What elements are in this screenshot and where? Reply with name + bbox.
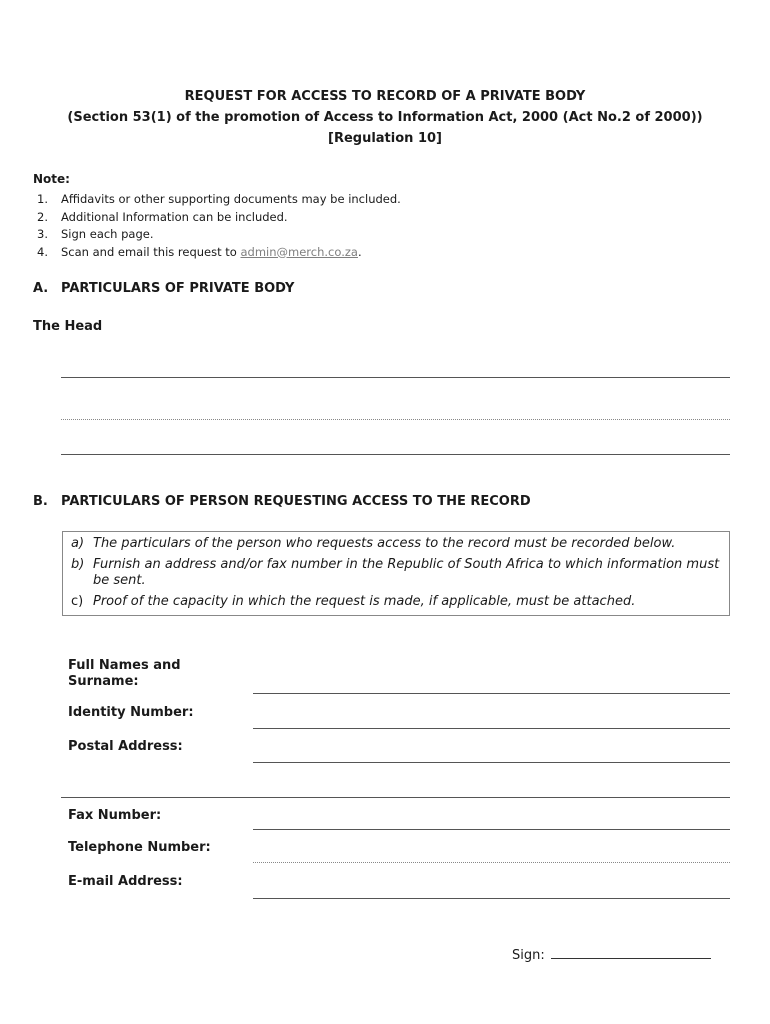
identity-number-field[interactable] (253, 728, 730, 729)
postal-address-label: Postal Address: (68, 739, 183, 754)
instruction-item: a) The particulars of the person who requests access to the record must be recorded below. (71, 536, 676, 551)
note-item: 2. Additional Information can be included. (37, 209, 288, 224)
sign-area (512, 946, 711, 963)
section-b-heading: B. PARTICULARS OF PERSON REQUESTING ACCESS TO THE RECORD (33, 494, 531, 509)
fax-number-field[interactable] (253, 829, 730, 830)
note-item: 3. Sign each page. (37, 227, 154, 241)
email-address-field[interactable] (253, 898, 730, 899)
form-title: REQUEST FOR ACCESS TO RECORD OF A PRIVATE BODY (184, 89, 586, 104)
telephone-number-field[interactable] (253, 862, 730, 863)
sign-line[interactable] (551, 946, 711, 959)
instruction-item: c) Proof of the capacity in which the request is made, if applicable, must be attached. (71, 593, 636, 609)
section-a-heading: A. PARTICULARS OF PRIVATE BODY (33, 281, 295, 296)
head-line-2[interactable] (61, 419, 730, 420)
head-line-3[interactable] (61, 454, 730, 455)
full-names-field[interactable] (253, 693, 730, 694)
full-names-label: Full Names and Surname: (68, 658, 181, 689)
note-item: 4. Scan and email this request to admin@merch.co.za. (37, 244, 362, 259)
postal-address-field-2[interactable] (61, 797, 730, 798)
email-address-label: E-mail Address: (68, 874, 183, 889)
note-item: 1. Affidavits or other supporting documents may be included. (37, 192, 401, 206)
head-line-1[interactable] (61, 377, 730, 378)
identity-number-label: Identity Number: (68, 705, 194, 720)
form-subtitle: (Section 53(1) of the promotion of Access to Information Act, 2000 (Act No.2 of 2000)) (67, 110, 703, 125)
fax-number-label: Fax Number: (68, 808, 162, 823)
head-label: The Head (33, 319, 103, 334)
telephone-number-label: Telephone Number: (68, 840, 211, 855)
regulation-label: [Regulation 10] (328, 131, 442, 146)
instructions-box (62, 531, 730, 616)
sign-label: Sign: (512, 948, 545, 963)
email-link[interactable]: admin@merch.co.za (240, 244, 358, 259)
postal-address-field[interactable] (253, 762, 730, 763)
note-list (37, 191, 401, 261)
instruction-item: b) Furnish an address and/or fax number in the Republic of South Africa to which information must be sent. (71, 556, 720, 588)
note-label: Note: (33, 172, 70, 186)
